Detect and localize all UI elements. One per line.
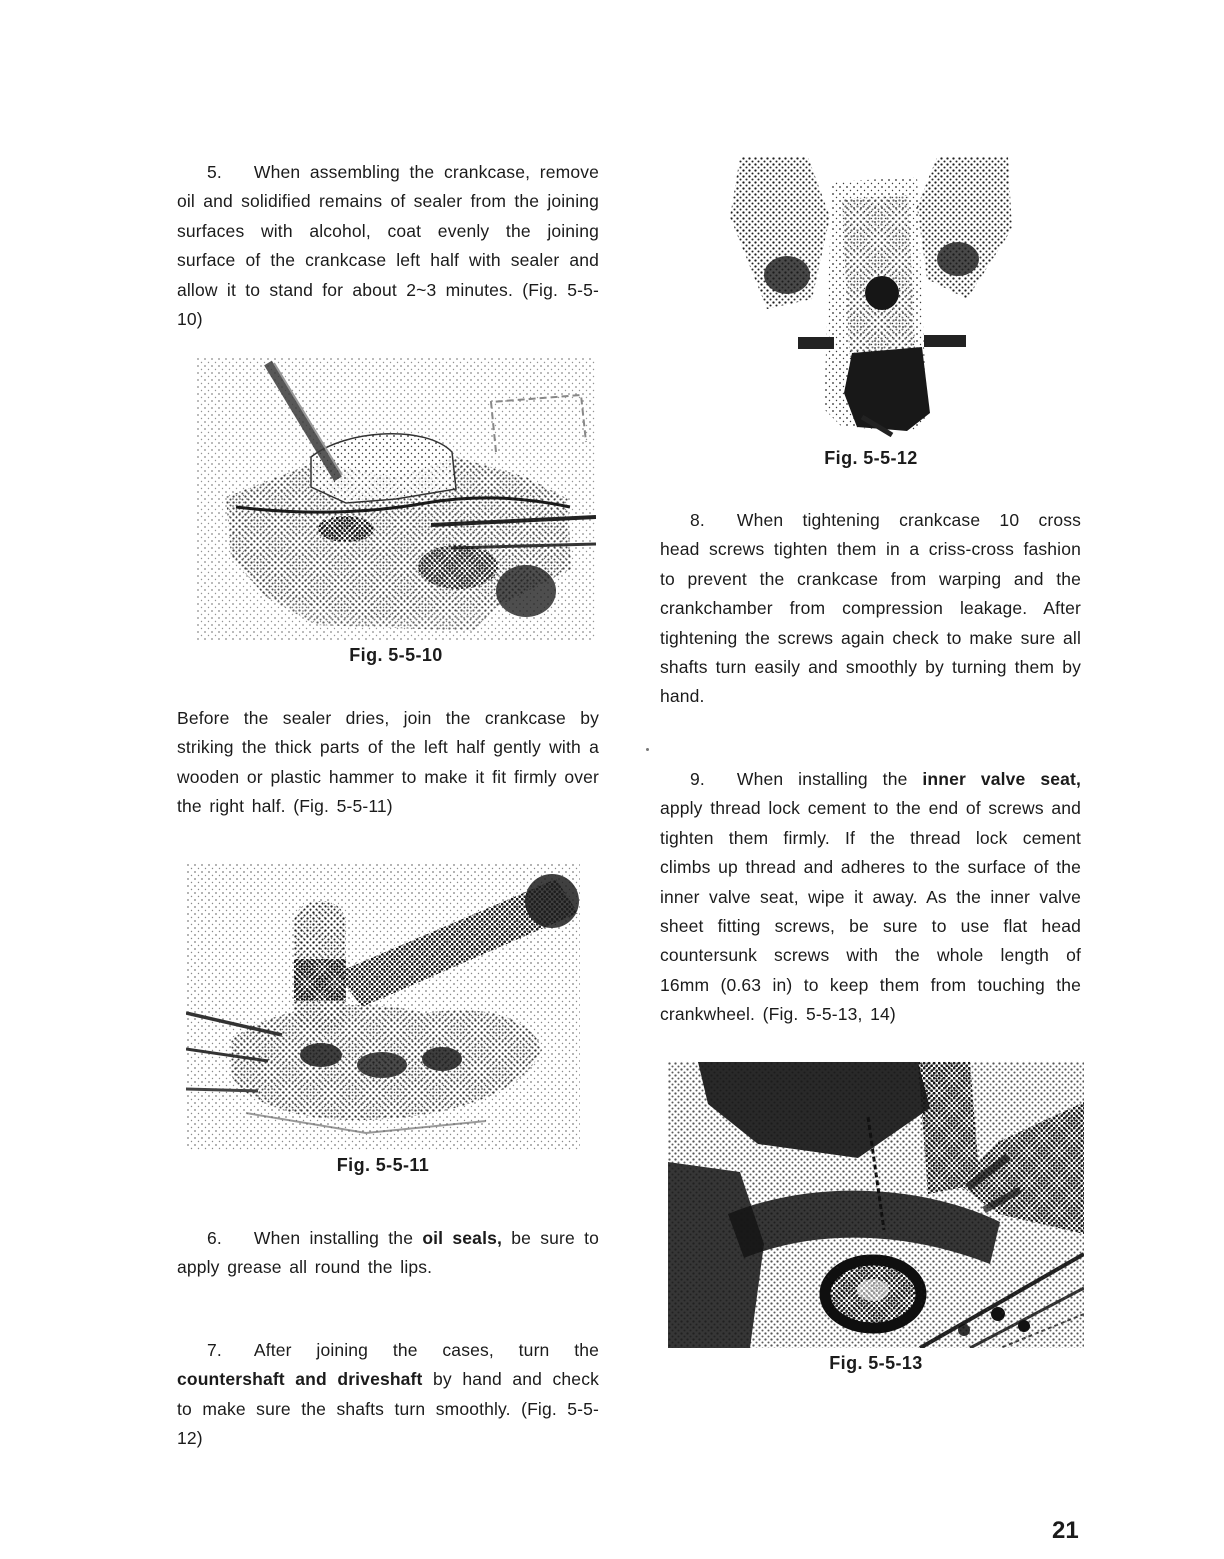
step-6-text-post: be sure to apply grease all round the lips. [177, 1228, 600, 1278]
figure-5-5-10-caption: Fig. 5-5-10 [349, 645, 443, 665]
scan-speck [646, 748, 649, 751]
turning-shafts-by-hand-photo [712, 157, 1030, 443]
step-6-text-pre: When installing the [253, 1228, 423, 1248]
step-9-bold-inner-valve-seat: inner valve seat, [922, 769, 1081, 789]
figure-5-5-12 [712, 157, 1030, 469]
step-6-bold-oil-seals: oil seals, [422, 1228, 502, 1248]
page-number: 21 [1052, 1517, 1079, 1544]
step-9-text-pre: When installing the [736, 769, 923, 789]
step-5-text: When assembling the crankcase, remove oil and solidified remains of sealer from the joining surfaces with alcohol, coat evenly the joining surface of the crankcase left half with sealer and allow it to stand for about 2~3 minutes. (Fig. 5-5-10) [177, 162, 599, 330]
step-9-paragraph [660, 765, 1081, 1030]
step-8-number: 8. [690, 510, 705, 530]
crankcase-sealer-applied-photo [196, 357, 596, 640]
step-7-text-pre: After joining the cases, turn the [253, 1340, 599, 1360]
figure-5-5-12-caption: Fig. 5-5-12 [824, 448, 918, 468]
figure-5-5-11 [186, 863, 580, 1176]
figure-5-5-10 [196, 357, 596, 666]
step-7-number: 7. [207, 1340, 222, 1360]
step-5-paragraph [177, 158, 599, 334]
figure-5-5-13 [668, 1062, 1084, 1374]
figure-5-5-13-caption: Fig. 5-5-13 [829, 1353, 923, 1373]
installing-inner-valve-seat-screws-photo [668, 1062, 1084, 1348]
step-7-paragraph [177, 1336, 599, 1454]
step-9-number: 9. [690, 769, 705, 789]
join-crankcase-text: Before the sealer dries, join the crankcase by striking the thick parts of the left half gently with a wooden or plastic hammer to make it fit firmly over the right half. (Fig. 5-5-11) [177, 708, 599, 817]
join-crankcase-paragraph [177, 704, 599, 822]
step-6-number: 6. [207, 1228, 222, 1248]
step-7-bold-shafts: countershaft and driveshaft [177, 1369, 423, 1390]
striking-crankcase-with-hammer-photo [186, 863, 580, 1150]
step-8-paragraph [660, 506, 1081, 712]
step-8-text: When tightening crankcase 10 cross head screws tighten them in a criss-cross fashion to prevent the crankcase from warping and the crankchamber from compression leakage. After tightening the screws again check to make sure all shafts turn easily and smoothly by turning them by hand. [660, 510, 1081, 707]
step-7-text-post: by hand and check to make sure the shafts turn smoothly. (Fig. 5-5-12) [177, 1369, 599, 1449]
step-5-number: 5. [207, 162, 222, 182]
figure-5-5-11-caption: Fig. 5-5-11 [336, 1155, 430, 1175]
step-6-paragraph [177, 1224, 599, 1283]
step-9-text-post: apply thread lock cement to the end of screws and tighten them firmly. If the thread lock cement climbs up thread and adheres to the surface of the inner valve seat, wipe it away. As the inner valve sheet fitting screws, be sure to use flat head countersunk screws with the whole length of 16mm (0.63 in) to keep them from touching the crankwheel. (Fig. 5-5-13, 14) [660, 798, 1082, 1025]
